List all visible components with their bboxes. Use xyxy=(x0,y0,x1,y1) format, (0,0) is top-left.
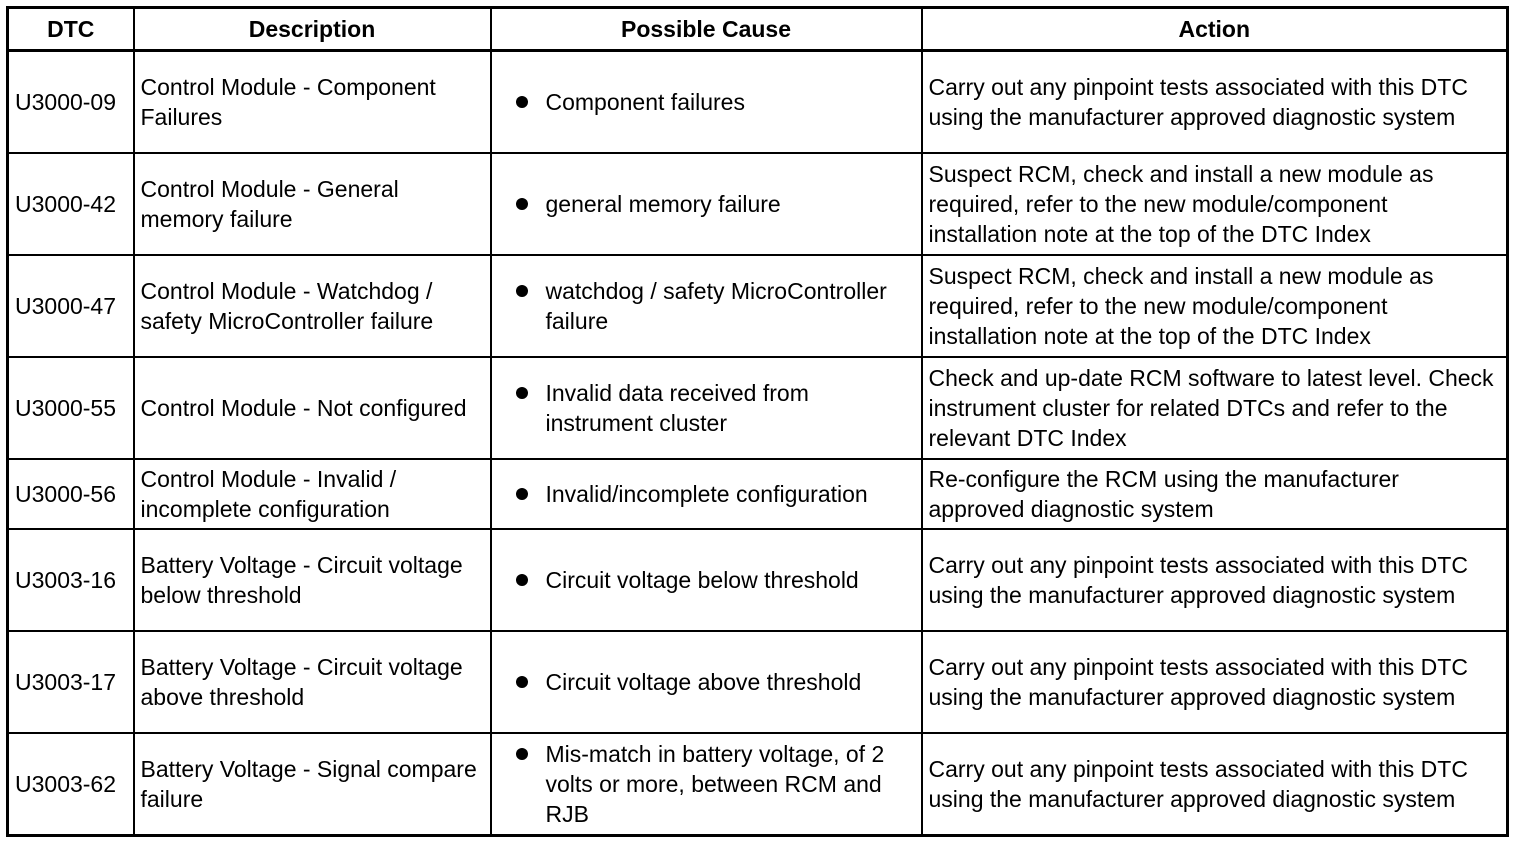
bullet-icon xyxy=(498,739,546,760)
dtc-description: Control Module - Watchdog / safety MicroController failure xyxy=(134,255,491,357)
table-row xyxy=(8,153,1508,255)
possible-cause-cell xyxy=(491,357,922,459)
dtc-description: Battery Voltage - Signal compare failure xyxy=(134,733,491,835)
dtc-table xyxy=(6,6,1509,837)
table-header-row xyxy=(8,8,1508,51)
dtc-code: U3003-62 xyxy=(8,733,134,835)
action-text: Carry out any pinpoint tests associated with this DTC using the manufacturer approved diagnostic system xyxy=(922,529,1508,631)
action-text: Carry out any pinpoint tests associated with this DTC using the manufacturer approved diagnostic system xyxy=(922,51,1508,153)
possible-cause: Component failures xyxy=(545,88,745,115)
bullet-icon xyxy=(498,189,546,210)
action-text: Re-configure the RCM using the manufacturer approved diagnostic system xyxy=(922,459,1508,530)
dtc-description: Control Module - Component Failures xyxy=(134,51,491,153)
dtc-code: U3003-16 xyxy=(8,529,134,631)
dtc-code: U3000-55 xyxy=(8,357,134,459)
dtc-code: U3000-47 xyxy=(8,255,134,357)
dtc-description: Battery Voltage - Circuit voltage below threshold xyxy=(134,529,491,631)
table-row xyxy=(8,459,1508,530)
possible-cause: Mis-match in battery voltage, of 2 volts or more, between RCM and RJB xyxy=(545,741,885,828)
table-row xyxy=(8,51,1508,153)
header-dtc: DTC xyxy=(8,8,134,51)
action-text: Suspect RCM, check and install a new module as required, refer to the new module/component installation note at the top of the DTC Index xyxy=(922,153,1508,255)
table-row xyxy=(8,631,1508,733)
action-text: Carry out any pinpoint tests associated with this DTC using the manufacturer approved diagnostic system xyxy=(922,733,1508,835)
action-text: Check and up-date RCM software to latest level. Check instrument cluster for related DTCs and refer to the relevant DTC Index xyxy=(922,357,1508,459)
possible-cause: Circuit voltage above threshold xyxy=(545,669,862,696)
dtc-description: Control Module - Not configured xyxy=(134,357,491,459)
possible-cause-cell xyxy=(491,51,922,153)
possible-cause-cell xyxy=(491,631,922,733)
dtc-code: U3000-42 xyxy=(8,153,134,255)
bullet-icon xyxy=(498,565,546,586)
table-row xyxy=(8,733,1508,835)
dtc-description: Control Module - General memory failure xyxy=(134,153,491,255)
possible-cause: Invalid data received from instrument cluster xyxy=(545,379,809,436)
dtc-description: Battery Voltage - Circuit voltage above threshold xyxy=(134,631,491,733)
possible-cause: Circuit voltage below threshold xyxy=(545,567,859,594)
possible-cause-cell xyxy=(491,733,922,835)
dtc-code: U3000-09 xyxy=(8,51,134,153)
action-text: Suspect RCM, check and install a new module as required, refer to the new module/component installation note at the top of the DTC Index xyxy=(922,255,1508,357)
table-row xyxy=(8,529,1508,631)
table-row xyxy=(8,357,1508,459)
dtc-code: U3000-56 xyxy=(8,459,134,530)
possible-cause: Invalid/incomplete configuration xyxy=(545,480,868,507)
bullet-icon xyxy=(498,378,546,399)
dtc-code: U3003-17 xyxy=(8,631,134,733)
header-action: Action xyxy=(922,8,1508,51)
possible-cause-cell xyxy=(491,153,922,255)
possible-cause: general memory failure xyxy=(545,190,781,217)
possible-cause: watchdog / safety MicroController failure xyxy=(545,277,887,334)
bullet-icon xyxy=(498,479,546,500)
header-possible-cause: Possible Cause xyxy=(491,8,922,51)
header-description: Description xyxy=(134,8,491,51)
dtc-description: Control Module - Invalid / incomplete configuration xyxy=(134,459,491,530)
bullet-icon xyxy=(498,667,546,688)
bullet-icon xyxy=(498,276,546,297)
bullet-icon xyxy=(498,87,546,108)
table-row xyxy=(8,255,1508,357)
action-text: Carry out any pinpoint tests associated with this DTC using the manufacturer approved diagnostic system xyxy=(922,631,1508,733)
possible-cause-cell xyxy=(491,529,922,631)
possible-cause-cell xyxy=(491,459,922,530)
possible-cause-cell xyxy=(491,255,922,357)
